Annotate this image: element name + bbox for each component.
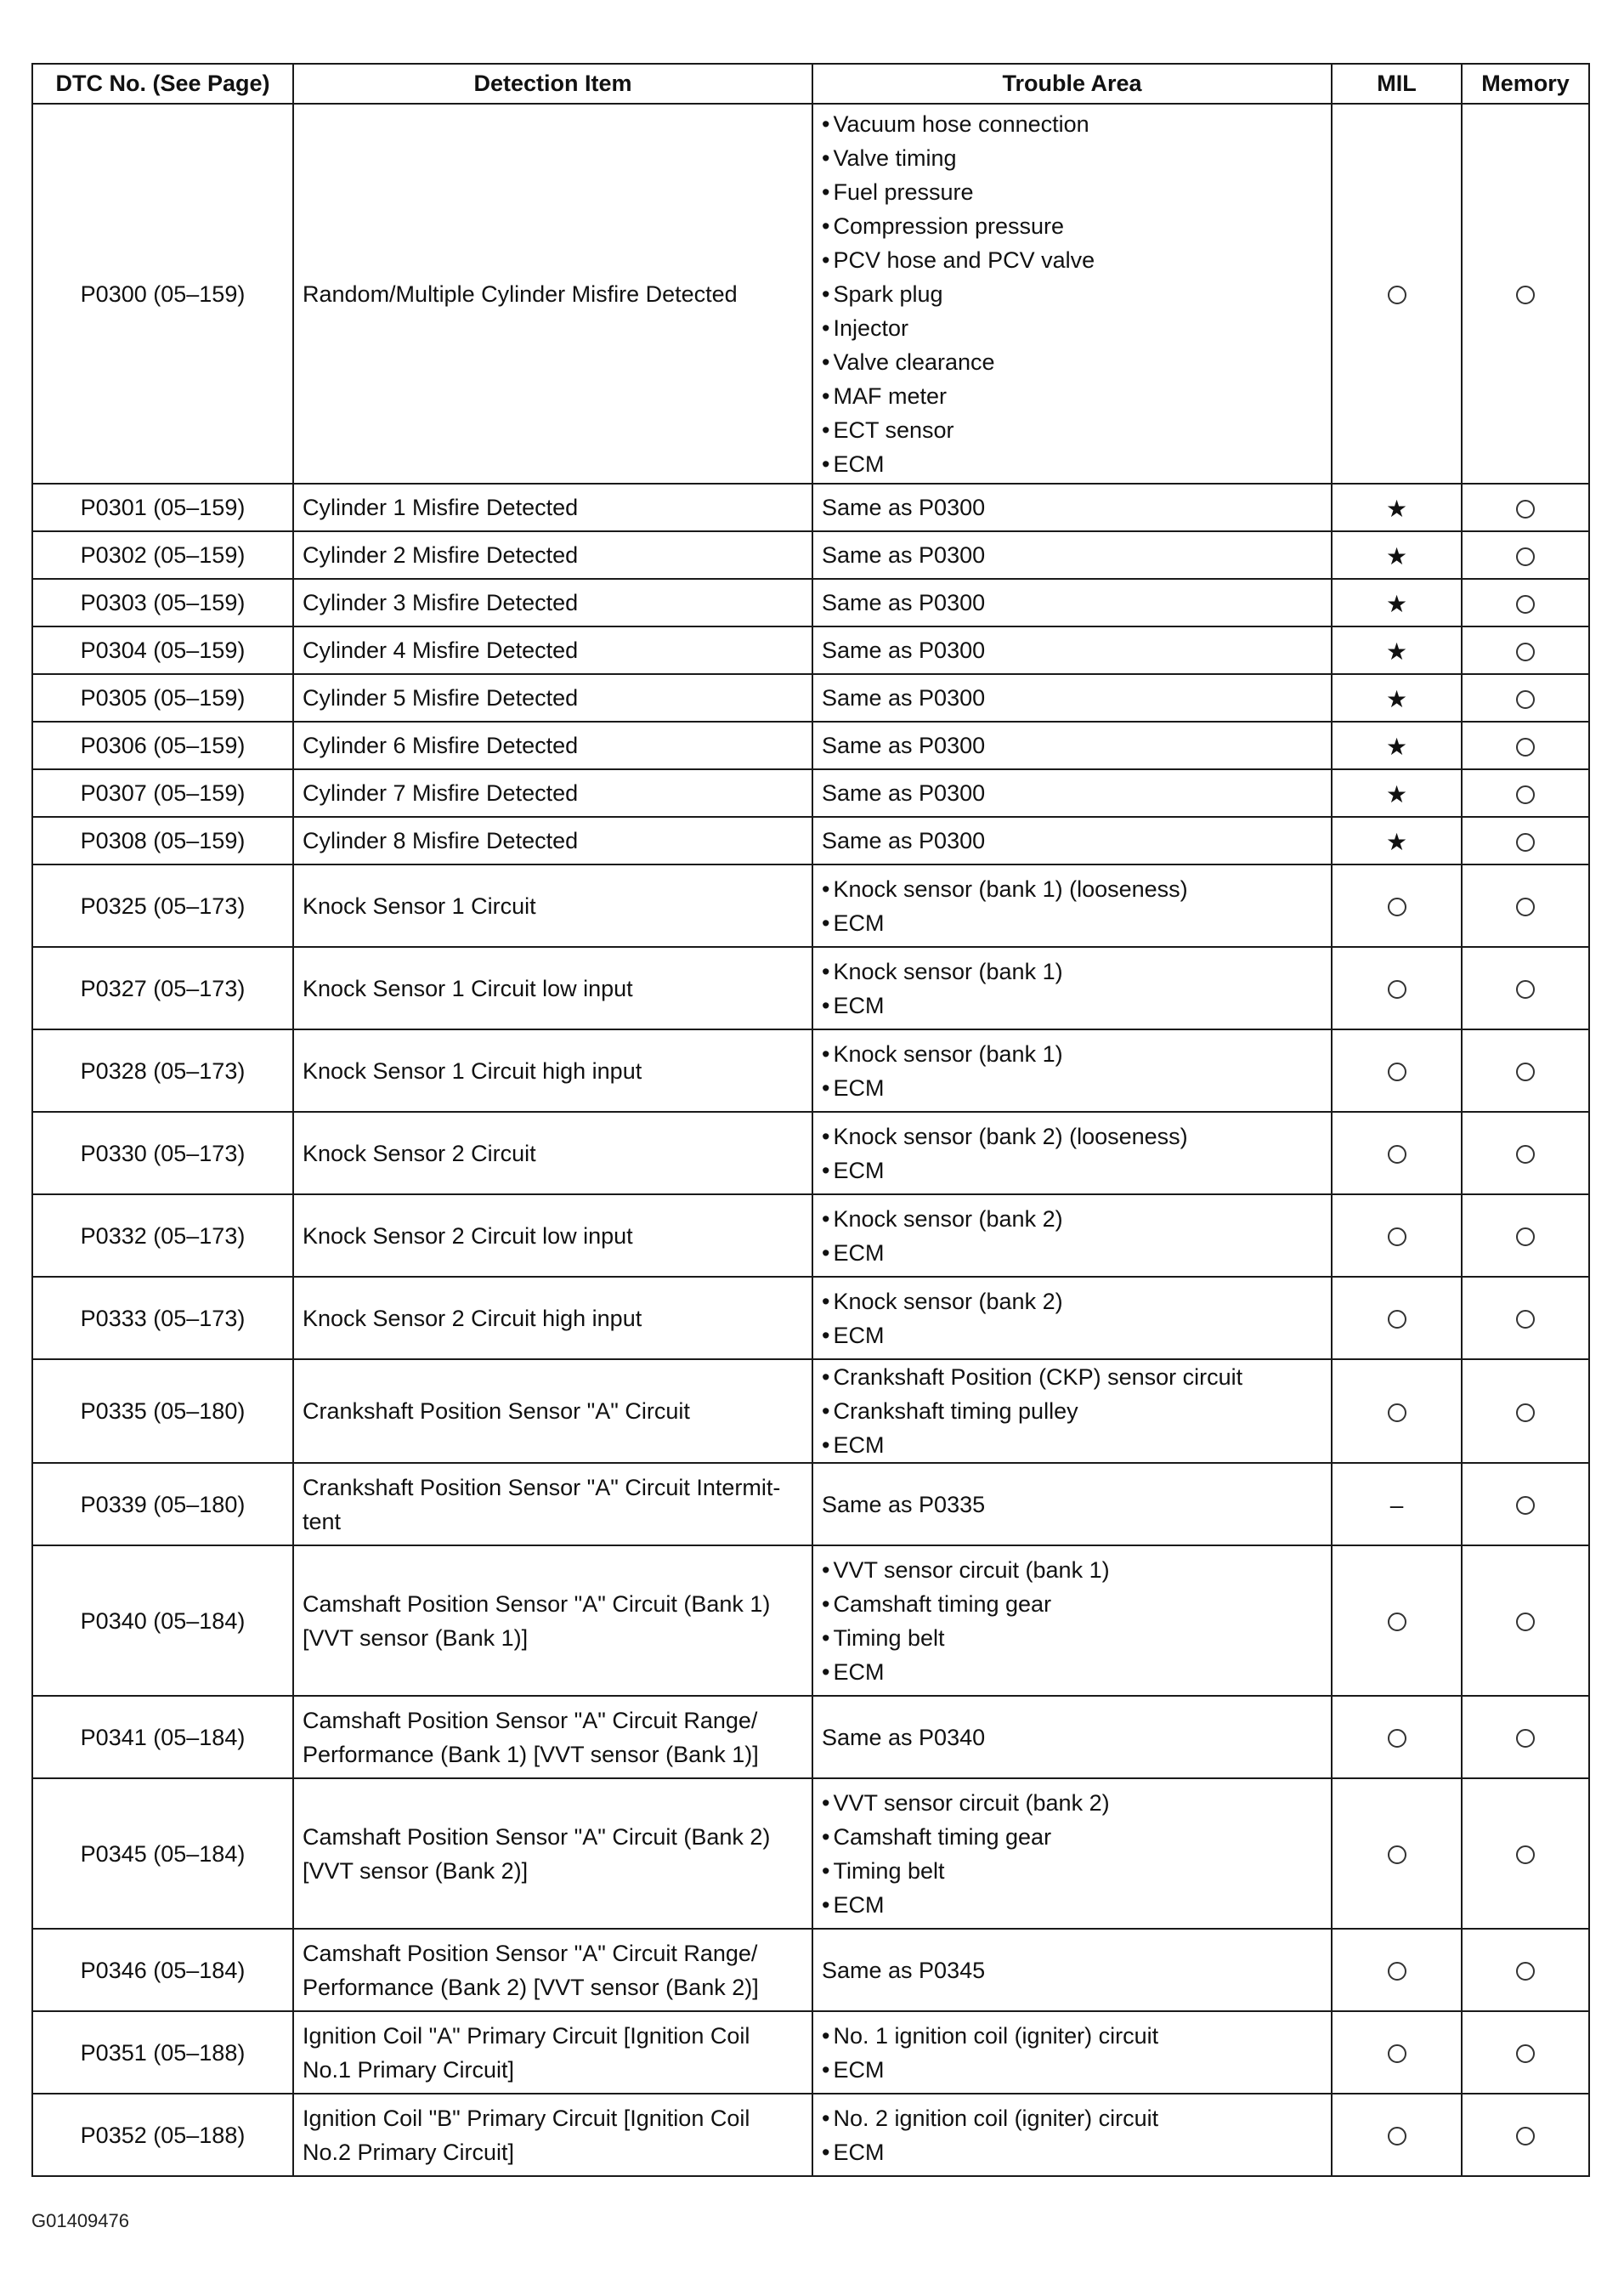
trouble-area-item: • ECT sensor [822, 413, 1322, 447]
cell-mil [1332, 1359, 1462, 1463]
circle-icon [1516, 1613, 1535, 1631]
circle-icon [1388, 1310, 1406, 1329]
trouble-area-item: • Knock sensor (bank 1) (looseness) [822, 872, 1322, 906]
trouble-area-item: • Crankshaft Position (CKP) sensor circuit [822, 1360, 1322, 1394]
trouble-area-item: • Knock sensor (bank 2) [822, 1284, 1322, 1318]
circle-icon [1388, 1063, 1406, 1081]
trouble-area-item: • ECM [822, 1071, 1322, 1105]
trouble-area-item: • ECM [822, 2135, 1322, 2169]
cell-detection-item: Camshaft Position Sensor "A" Circuit (Bank 1) [VVT sensor (Bank 1)] [293, 1545, 812, 1696]
cell-trouble-area: Same as P0300 [812, 484, 1332, 531]
circle-icon [1388, 1145, 1406, 1164]
table-row [32, 769, 1589, 817]
trouble-area-list [822, 2101, 1322, 2169]
trouble-area-item: • ECM [822, 1428, 1322, 1462]
table-row [32, 674, 1589, 722]
table-row [32, 484, 1589, 531]
cell-mil [1332, 1277, 1462, 1359]
cell-mil [1332, 484, 1462, 531]
star-icon: ★ [1385, 685, 1408, 712]
cell-memory [1462, 1778, 1589, 1929]
cell-detection-item: Camshaft Position Sensor "A" Circuit Range/ Performance (Bank 2) [VVT sensor (Bank 2)] [293, 1929, 812, 2011]
header-trouble-area: Trouble Area [812, 64, 1332, 104]
cell-detection-item: Cylinder 7 Misfire Detected [293, 769, 812, 817]
cell-memory [1462, 1029, 1589, 1112]
cell-mil [1332, 579, 1462, 626]
circle-icon [1516, 1496, 1535, 1515]
cell-dtc: P0306 (05–159) [32, 722, 293, 769]
circle-icon [1388, 286, 1406, 304]
table-row [32, 947, 1589, 1029]
cell-mil [1332, 864, 1462, 947]
cell-trouble-area: Same as P0340 [812, 1696, 1332, 1778]
header-detection-item: Detection Item [293, 64, 812, 104]
cell-memory [1462, 1545, 1589, 1696]
trouble-area-item: • ECM [822, 1154, 1322, 1188]
cell-dtc: P0304 (05–159) [32, 626, 293, 674]
cell-memory [1462, 579, 1589, 626]
cell-memory [1462, 1194, 1589, 1277]
circle-icon [1388, 1962, 1406, 1981]
cell-memory [1462, 674, 1589, 722]
table-row [32, 1112, 1589, 1194]
circle-icon [1516, 500, 1535, 519]
cell-dtc: P0351 (05–188) [32, 2011, 293, 2094]
cell-mil [1332, 626, 1462, 674]
cell-trouble-area: Same as P0345 [812, 1929, 1332, 2011]
cell-memory [1462, 531, 1589, 579]
cell-trouble-area: Same as P0300 [812, 674, 1332, 722]
trouble-area-item: • VVT sensor circuit (bank 2) [822, 1786, 1322, 1820]
cell-detection-item: Cylinder 8 Misfire Detected [293, 817, 812, 864]
cell-detection-item: Knock Sensor 2 Circuit low input [293, 1194, 812, 1277]
cell-memory [1462, 1112, 1589, 1194]
circle-icon [1516, 547, 1535, 566]
trouble-area-list [822, 872, 1322, 940]
cell-dtc: P0328 (05–173) [32, 1029, 293, 1112]
table-row [32, 2094, 1589, 2176]
circle-icon [1516, 1227, 1535, 1246]
cell-trouble-area [812, 104, 1332, 484]
cell-dtc: P0300 (05–159) [32, 104, 293, 484]
cell-dtc: P0339 (05–180) [32, 1463, 293, 1545]
table-row [32, 1194, 1589, 1277]
cell-dtc: P0332 (05–173) [32, 1194, 293, 1277]
cell-detection-item: Cylinder 5 Misfire Detected [293, 674, 812, 722]
cell-dtc: P0330 (05–173) [32, 1112, 293, 1194]
cell-dtc: P0335 (05–180) [32, 1359, 293, 1463]
trouble-area-item: • Vacuum hose connection [822, 107, 1322, 141]
star-icon: ★ [1385, 733, 1408, 760]
cell-trouble-area [812, 1277, 1332, 1359]
star-icon: ★ [1385, 590, 1408, 617]
cell-mil [1332, 2011, 1462, 2094]
star-icon: ★ [1385, 780, 1408, 808]
trouble-area-item: • Fuel pressure [822, 175, 1322, 209]
figure-code: G01409476 [31, 2210, 129, 2231]
circle-icon [1388, 1729, 1406, 1748]
table-row [32, 1929, 1589, 2011]
trouble-area-item: • Knock sensor (bank 2) [822, 1202, 1322, 1236]
cell-memory [1462, 947, 1589, 1029]
circle-icon [1388, 1845, 1406, 1864]
table-row [32, 864, 1589, 947]
cell-detection-item: Knock Sensor 2 Circuit high input [293, 1277, 812, 1359]
cell-trouble-area [812, 1194, 1332, 1277]
table-row [32, 2011, 1589, 2094]
cell-trouble-area: Same as P0300 [812, 817, 1332, 864]
trouble-area-item: • ECM [822, 1318, 1322, 1352]
circle-icon [1516, 286, 1535, 304]
circle-icon [1388, 1403, 1406, 1422]
cell-memory [1462, 1277, 1589, 1359]
cell-trouble-area: Same as P0335 [812, 1463, 1332, 1545]
table-row [32, 579, 1589, 626]
trouble-area-item: • Spark plug [822, 277, 1322, 311]
cell-memory [1462, 104, 1589, 484]
trouble-area-item: • Valve clearance [822, 345, 1322, 379]
table-row [32, 1778, 1589, 1929]
trouble-area-item: • Knock sensor (bank 1) [822, 955, 1322, 989]
trouble-area-item: • Valve timing [822, 141, 1322, 175]
cell-mil [1332, 769, 1462, 817]
trouble-area-list [822, 955, 1322, 1023]
circle-icon [1516, 980, 1535, 999]
cell-dtc: P0352 (05–188) [32, 2094, 293, 2176]
cell-memory [1462, 1929, 1589, 2011]
cell-detection-item: Random/Multiple Cylinder Misfire Detected [293, 104, 812, 484]
trouble-area-item: • Injector [822, 311, 1322, 345]
circle-icon [1388, 2044, 1406, 2063]
cell-mil [1332, 1929, 1462, 2011]
circle-icon [1516, 785, 1535, 804]
header-memory: Memory [1462, 64, 1589, 104]
star-icon: ★ [1385, 542, 1408, 570]
cell-mil [1332, 1029, 1462, 1112]
trouble-area-item: • PCV hose and PCV valve [822, 243, 1322, 277]
cell-detection-item: Knock Sensor 1 Circuit low input [293, 947, 812, 1029]
cell-detection-item: Cylinder 4 Misfire Detected [293, 626, 812, 674]
cell-mil [1332, 1545, 1462, 1696]
table-body [32, 104, 1589, 2176]
dash-icon: – [1389, 1491, 1404, 1518]
cell-trouble-area: Same as P0300 [812, 769, 1332, 817]
cell-dtc: P0307 (05–159) [32, 769, 293, 817]
dtc-table [31, 63, 1590, 2177]
trouble-area-item: • ECM [822, 989, 1322, 1023]
cell-trouble-area [812, 1112, 1332, 1194]
cell-trouble-area [812, 2011, 1332, 2094]
trouble-area-item: • Compression pressure [822, 209, 1322, 243]
cell-mil [1332, 104, 1462, 484]
table-row [32, 722, 1589, 769]
cell-mil [1332, 531, 1462, 579]
cell-dtc: P0301 (05–159) [32, 484, 293, 531]
cell-dtc: P0345 (05–184) [32, 1778, 293, 1929]
table-header-row [32, 64, 1589, 104]
cell-detection-item: Camshaft Position Sensor "A" Circuit Range/ Performance (Bank 1) [VVT sensor (Bank 1)] [293, 1696, 812, 1778]
cell-trouble-area [812, 2094, 1332, 2176]
header-mil: MIL [1332, 64, 1462, 104]
cell-dtc: P0302 (05–159) [32, 531, 293, 579]
cell-memory [1462, 769, 1589, 817]
cell-detection-item: Cylinder 6 Misfire Detected [293, 722, 812, 769]
cell-mil [1332, 817, 1462, 864]
cell-mil [1332, 1778, 1462, 1929]
cell-mil [1332, 947, 1462, 1029]
cell-dtc: P0327 (05–173) [32, 947, 293, 1029]
cell-trouble-area [812, 1545, 1332, 1696]
trouble-area-list [822, 1284, 1322, 1352]
trouble-area-item: • ECM [822, 1236, 1322, 1270]
circle-icon [1516, 1729, 1535, 1748]
cell-memory [1462, 722, 1589, 769]
cell-trouble-area [812, 1359, 1332, 1463]
cell-trouble-area [812, 1029, 1332, 1112]
trouble-area-list [822, 107, 1322, 481]
table-row [32, 1696, 1589, 1778]
star-icon: ★ [1385, 638, 1408, 665]
cell-detection-item: Ignition Coil "A" Primary Circuit [Ignition Coil No.1 Primary Circuit] [293, 2011, 812, 2094]
cell-trouble-area [812, 1778, 1332, 1929]
cell-memory [1462, 864, 1589, 947]
circle-icon [1516, 1310, 1535, 1329]
circle-icon [1516, 2127, 1535, 2145]
trouble-area-item: • Knock sensor (bank 2) (looseness) [822, 1119, 1322, 1154]
cell-detection-item: Camshaft Position Sensor "A" Circuit (Bank 2) [VVT sensor (Bank 2)] [293, 1778, 812, 1929]
cell-mil [1332, 1463, 1462, 1545]
circle-icon [1388, 1227, 1406, 1246]
circle-icon [1516, 738, 1535, 757]
cell-mil [1332, 1112, 1462, 1194]
cell-dtc: P0340 (05–184) [32, 1545, 293, 1696]
trouble-area-item: • MAF meter [822, 379, 1322, 413]
circle-icon [1516, 833, 1535, 852]
trouble-area-list [822, 1037, 1322, 1105]
circle-icon [1516, 2044, 1535, 2063]
cell-detection-item: Cylinder 3 Misfire Detected [293, 579, 812, 626]
trouble-area-list [822, 1202, 1322, 1270]
cell-dtc: P0333 (05–173) [32, 1277, 293, 1359]
cell-trouble-area: Same as P0300 [812, 626, 1332, 674]
trouble-area-item: • Timing belt [822, 1621, 1322, 1655]
cell-detection-item: Knock Sensor 1 Circuit high input [293, 1029, 812, 1112]
trouble-area-list [822, 1360, 1322, 1462]
cell-mil [1332, 1696, 1462, 1778]
table-row [32, 104, 1589, 484]
table-row [32, 531, 1589, 579]
table-row [32, 1277, 1589, 1359]
cell-mil [1332, 1194, 1462, 1277]
trouble-area-item: • ECM [822, 2053, 1322, 2087]
cell-mil [1332, 2094, 1462, 2176]
cell-detection-item: Knock Sensor 2 Circuit [293, 1112, 812, 1194]
trouble-area-item: • ECM [822, 906, 1322, 940]
cell-detection-item: Crankshaft Position Sensor "A" Circuit Intermit- tent [293, 1463, 812, 1545]
trouble-area-list [822, 1119, 1322, 1188]
cell-dtc: P0305 (05–159) [32, 674, 293, 722]
trouble-area-item: • ECM [822, 1888, 1322, 1922]
cell-dtc: P0308 (05–159) [32, 817, 293, 864]
table-row [32, 626, 1589, 674]
trouble-area-item: • ECM [822, 1655, 1322, 1689]
cell-memory [1462, 626, 1589, 674]
cell-detection-item: Crankshaft Position Sensor "A" Circuit [293, 1359, 812, 1463]
cell-memory [1462, 1463, 1589, 1545]
trouble-area-item: • Camshaft timing gear [822, 1587, 1322, 1621]
cell-mil [1332, 674, 1462, 722]
cell-trouble-area [812, 947, 1332, 1029]
circle-icon [1516, 898, 1535, 916]
circle-icon [1388, 2127, 1406, 2145]
header-dtc-no: DTC No. (See Page) [32, 64, 293, 104]
trouble-area-list [822, 1786, 1322, 1922]
circle-icon [1516, 1403, 1535, 1422]
trouble-area-list [822, 2019, 1322, 2087]
circle-icon [1516, 1145, 1535, 1164]
table-row [32, 1545, 1589, 1696]
cell-trouble-area: Same as P0300 [812, 579, 1332, 626]
cell-detection-item: Ignition Coil "B" Primary Circuit [Ignition Coil No.2 Primary Circuit] [293, 2094, 812, 2176]
circle-icon [1516, 1845, 1535, 1864]
trouble-area-item: • No. 2 ignition coil (igniter) circuit [822, 2101, 1322, 2135]
cell-memory [1462, 2011, 1589, 2094]
trouble-area-item: • Knock sensor (bank 1) [822, 1037, 1322, 1071]
trouble-area-item: • No. 1 ignition coil (igniter) circuit [822, 2019, 1322, 2053]
circle-icon [1516, 1063, 1535, 1081]
cell-detection-item: Cylinder 1 Misfire Detected [293, 484, 812, 531]
star-icon: ★ [1385, 495, 1408, 522]
cell-mil [1332, 722, 1462, 769]
table-row [32, 1463, 1589, 1545]
table-row [32, 1359, 1589, 1463]
cell-trouble-area: Same as P0300 [812, 531, 1332, 579]
cell-trouble-area: Same as P0300 [812, 722, 1332, 769]
trouble-area-item: • Crankshaft timing pulley [822, 1394, 1322, 1428]
cell-dtc: P0346 (05–184) [32, 1929, 293, 2011]
star-icon: ★ [1385, 828, 1408, 855]
trouble-area-item: • Timing belt [822, 1854, 1322, 1888]
table-row [32, 817, 1589, 864]
cell-dtc: P0303 (05–159) [32, 579, 293, 626]
cell-dtc: P0325 (05–173) [32, 864, 293, 947]
table-row [32, 1029, 1589, 1112]
cell-memory [1462, 2094, 1589, 2176]
cell-dtc: P0341 (05–184) [32, 1696, 293, 1778]
circle-icon [1516, 1962, 1535, 1981]
cell-detection-item: Knock Sensor 1 Circuit [293, 864, 812, 947]
circle-icon [1388, 898, 1406, 916]
cell-memory [1462, 484, 1589, 531]
trouble-area-item: • ECM [822, 447, 1322, 481]
trouble-area-item: • VVT sensor circuit (bank 1) [822, 1553, 1322, 1587]
cell-memory [1462, 1359, 1589, 1463]
cell-detection-item: Cylinder 2 Misfire Detected [293, 531, 812, 579]
cell-memory [1462, 817, 1589, 864]
circle-icon [1388, 980, 1406, 999]
circle-icon [1516, 595, 1535, 614]
cell-memory [1462, 1696, 1589, 1778]
trouble-area-item: • Camshaft timing gear [822, 1820, 1322, 1854]
circle-icon [1516, 690, 1535, 709]
cell-trouble-area [812, 864, 1332, 947]
circle-icon [1516, 643, 1535, 661]
circle-icon [1388, 1613, 1406, 1631]
trouble-area-list [822, 1553, 1322, 1689]
